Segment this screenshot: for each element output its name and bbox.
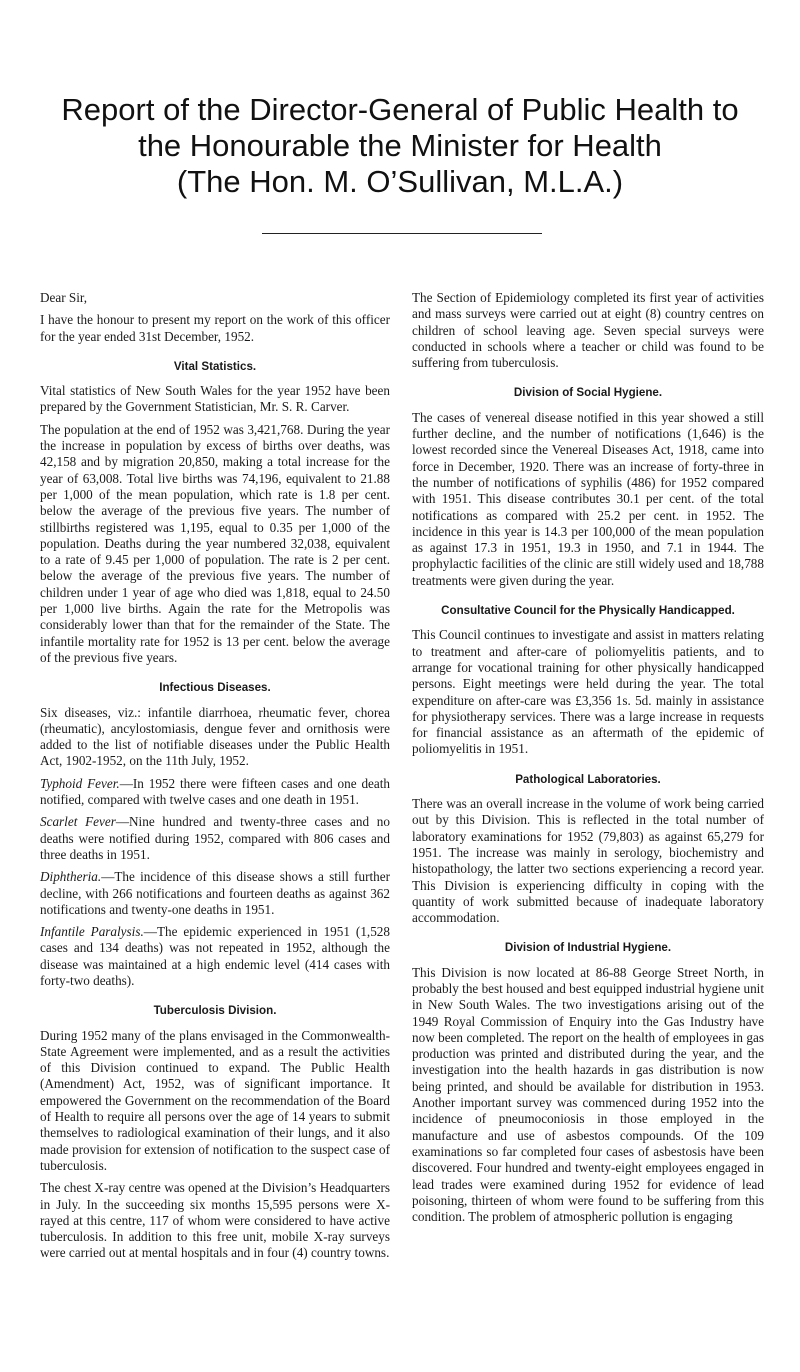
diphtheria-text: —The incidence of this disease shows a still further decline, with 266 notifications and fourteen deaths as against 362 notifications and twenty-one deaths in 1951. [40, 869, 390, 917]
heading-consultative-council: Consultative Council for the Physically Handicapped. [441, 604, 735, 618]
industrial-paragraph-1: This Division is now located at 86-88 George Street North, in probably the best housed and best equipped industrial hygiene unit in New South Wales. The two investigations arising out of the 1949 Royal Commission of Enquiry into the Gas Industry have now been completed. The report on the health of employees in gas production was printed and distributed during the year, and the investigation into the health hazards in gas distribution is now being printed, and should be available for distribution in 1953. Another important survey was commenced during 1952 into the incidence of pneumoconiosis in those employed in the manufacture and use of asbestos compounds. Of the 109 examinations so far completed four cases of asbestosis have been discovered. Four hundred and twenty-eight employees engaged in lead trades were examined during 1952 for evidence of lead poisoning, thirteen of whom were found to be suffering from this condition. The problem of atmospheric pollution is engaging [412, 964, 764, 1225]
consultative-paragraph-1: This Council continues to investigate and assist in matters relating to treatment and after-care of poliomyelitis patients, and to arrange for vocational training for other physically handicapped persons. Eight meetings were held during the year. The total expenditure on after-care was £3,356 1s. 5d. mainly in assistance for physiotherapy services. There was a large increase in requests for financial assistance as an aftermath of the epidemic of poliomyelitis in 1951. [412, 627, 764, 757]
tuberculosis-paragraph-2: The chest X-ray centre was opened at the Division’s Headquarters in July. In the succeeding six months 15,595 persons were X-rayed at this centre, 117 of whom were considered to have active tuberculosis. In addition to this free unit, mobile X-ray surveys were carried out at mental hospitals and in four (4) country towns. [40, 1180, 390, 1261]
salutation: Dear Sir, [40, 290, 88, 305]
heading-social-hygiene: Division of Social Hygiene. [513, 386, 663, 400]
vital-paragraph-1: Vital statistics of New South Wales for the year 1952 have been prepared by the Government Statistician, Mr. S. R. Carver. [40, 383, 390, 415]
social-paragraph-1: The cases of venereal disease notified in this year showed a still further decline, and the number of notifications (1,646) is the lowest recorded since the Venereal Diseases Act, 1918, came into force in December, 1920. There was an increase of forty-three in the number of notifications of syphilis (486) for 1952 compared with 1951. This disease contributes 30.1 per cent. of the total notifications as compared with 25.2 per cent. in 1952. The incidence in this year is 14.3 per 100,000 of the mean population as against 17.3 in 1951, 19.3 in 1950, and 7.1 in 1944. The prophylactic facilities of the clinic are still widely used and 18,788 treatments were given during the year. [412, 409, 764, 588]
heading-tuberculosis-division: Tuberculosis Division. [153, 1004, 277, 1018]
title-divider [262, 233, 542, 234]
pathological-paragraph-1: There was an overall increase in the volume of work being carried out by this Division. This is reflected in the total number of laboratory examinations for 1952 (79,803) as against 65,279 for 1951. The increase was mainly in serology, biochemistry and histopathology, the latter two sections experiencing a record year. This Division is experiencing difficulty in coping with the quantity of work submitted because of inadequate laboratory accommodation. [412, 796, 764, 926]
right-column [412, 290, 764, 1231]
heading-industrial-hygiene: Division of Industrial Hygiene. [504, 941, 672, 955]
left-column [40, 290, 390, 1268]
paralysis-paragraph [40, 924, 390, 989]
diphtheria-paragraph [40, 869, 390, 918]
typhoid-text: —In 1952 there were fifteen cases and one death notified, compared with twelve cases and one death in 1951. [40, 775, 391, 808]
tuberculosis-paragraph-3: The Section of Epidemiology completed its first year of activities and mass surveys were carried out at eight (8) country centres on children of school leaving age. Seven special surveys were conducted in schools where a teacher or child was found to be suffering from tuberculosis. [412, 290, 764, 371]
infectious-paragraph-1: Six diseases, viz.: infantile diarrhoea, rheumatic fever, chorea (rheumatic), ancylostomiasis, dengue fever and ornithosis were added to the list of notifiable diseases under the Public Health Act, 1902-1952, on the 11th July, 1952. [40, 704, 390, 769]
vital-paragraph-2: The population at the end of 1952 was 3,421,768. During the year the increase in population by excess of births over deaths, was 42,158 and by migration 20,850, making a total increase for the year of 63,008. Total live births was 74,196, equivalent to 21.88 per 1,000 of the mean population, which rate is 1.8 per cent. below the average of the previous five years. The number of stillbirths registered was 1,195, equal to 0.35 per 1,000 of the population. Deaths during the year numbered 32,038, equivalent to a rate of 9.45 per 1,000 of population. The rate is 2 per cent. below the average of the previous five years. The number of children under 1 year of age who died was 1,818, equal to 24.50 per 1,000 live births. Again the rate for the Metropolis was considerably lower than that for the remainder of the State. The infantile mortality rate for 1952 is 13 per cent. below the average of the previous five years. [40, 421, 390, 665]
heading-vital-statistics: Vital Statistics. [173, 359, 257, 373]
title-line-3: (The Hon. M. O’Sullivan, M.L.A.) [176, 164, 624, 199]
title-line-2: the Honourable the Minister for Health [138, 128, 662, 163]
paralysis-text: —The epidemic experienced in 1951 (1,528 cases and 134 deaths) was not repeated in 1952, although the disease was maintained at a high endemic level (414 cases with forty-two deaths). [40, 924, 390, 988]
heading-pathological-laboratories: Pathological Laboratories. [515, 772, 661, 786]
tuberculosis-paragraph-1: During 1952 many of the plans envisaged in the Commonwealth-State Agreement were implemented, and as a result the activities of this Division continued to expand. The Public Health (Amendment) Act, 1952, was of significant importance. It empowered the Government on the recommendation of the Board of Health to require all persons over the age of 14 years to submit themselves to radiological examination of their lungs, and it also made provision for extension of notification to the suspect case of tuberculosis. [40, 1027, 390, 1173]
report-title [0, 92, 800, 200]
scarlet-paragraph [40, 814, 390, 863]
typhoid-label: Typhoid Fever. [40, 775, 120, 791]
intro-paragraph: I have the honour to present my report on the work of this officer for the year ended 31st December, 1952. [40, 312, 390, 344]
scarlet-label: Scarlet Fever [40, 814, 116, 830]
diphtheria-label: Diphtheria. [40, 869, 102, 885]
scarlet-text: —Nine hundred and twenty-three cases and no deaths were notified during 1952, compared with 806 cases and three deaths in 1951. [40, 814, 390, 862]
title-line-1: Report of the Director-General of Public Health to [61, 92, 739, 127]
typhoid-paragraph [40, 776, 390, 809]
heading-infectious-diseases: Infectious Diseases. [159, 681, 271, 695]
paralysis-label: Infantile Paralysis. [40, 924, 144, 940]
